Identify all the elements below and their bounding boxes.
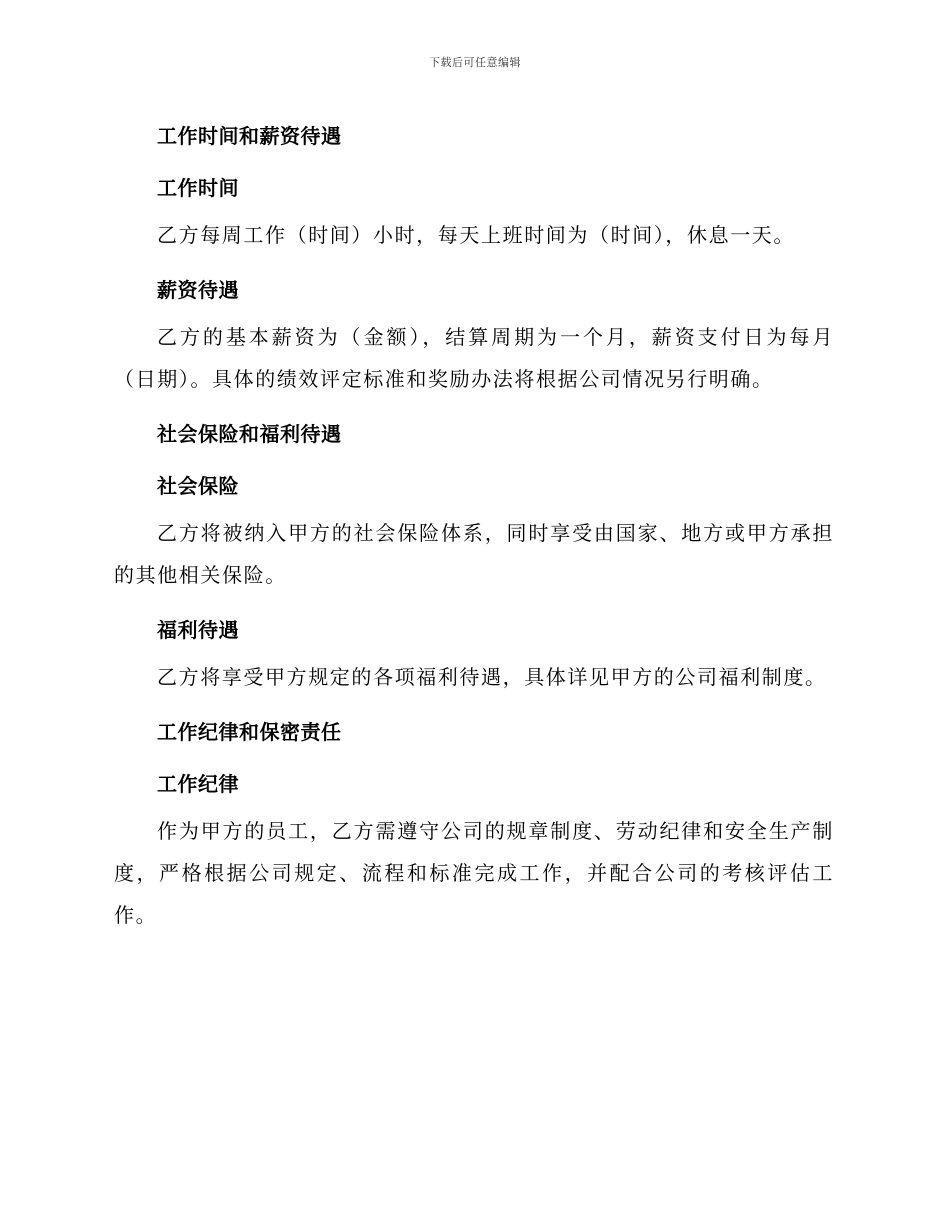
- subheading-salary: 薪资待遇: [157, 278, 239, 302]
- paragraph-work-time: 乙方每周工作（时间）小时，每天上班时间为（时间），休息一天。: [157, 223, 795, 247]
- section-heading-discipline-confidential: 工作纪律和保密责任: [157, 720, 342, 744]
- subheading-discipline: 工作纪律: [157, 772, 239, 796]
- subheading-insurance: 社会保险: [157, 474, 239, 498]
- section-heading-work-time-pay: 工作时间和薪资待遇: [157, 124, 342, 148]
- paragraph-discipline: 作为甲方的员工，乙方需遵守公司的规章制度、劳动纪律和安全生产制度，严格根据公司规定、流程和标准完成工作，并配合公司的考核评估工作。: [114, 819, 834, 927]
- paragraph-welfare: 乙方将享受甲方规定的各项福利待遇，具体详见甲方的公司福利制度。: [157, 665, 827, 689]
- page-header: 下载后可任意编辑: [429, 56, 521, 69]
- paragraph-salary: 乙方的基本薪资为（金额），结算周期为一个月，薪资支付日为每月（日期）。具体的绩效评定标准和奖励办法将根据公司情况另行明确。: [114, 325, 834, 391]
- subheading-work-time: 工作时间: [157, 176, 239, 200]
- section-heading-insurance-welfare: 社会保险和福利待遇: [157, 422, 342, 446]
- paragraph-insurance: 乙方将被纳入甲方的社会保险体系，同时享受由国家、地方或甲方承担的其他相关保险。: [114, 521, 834, 587]
- subheading-welfare: 福利待遇: [157, 618, 239, 642]
- document-body: [114, 110, 834, 944]
